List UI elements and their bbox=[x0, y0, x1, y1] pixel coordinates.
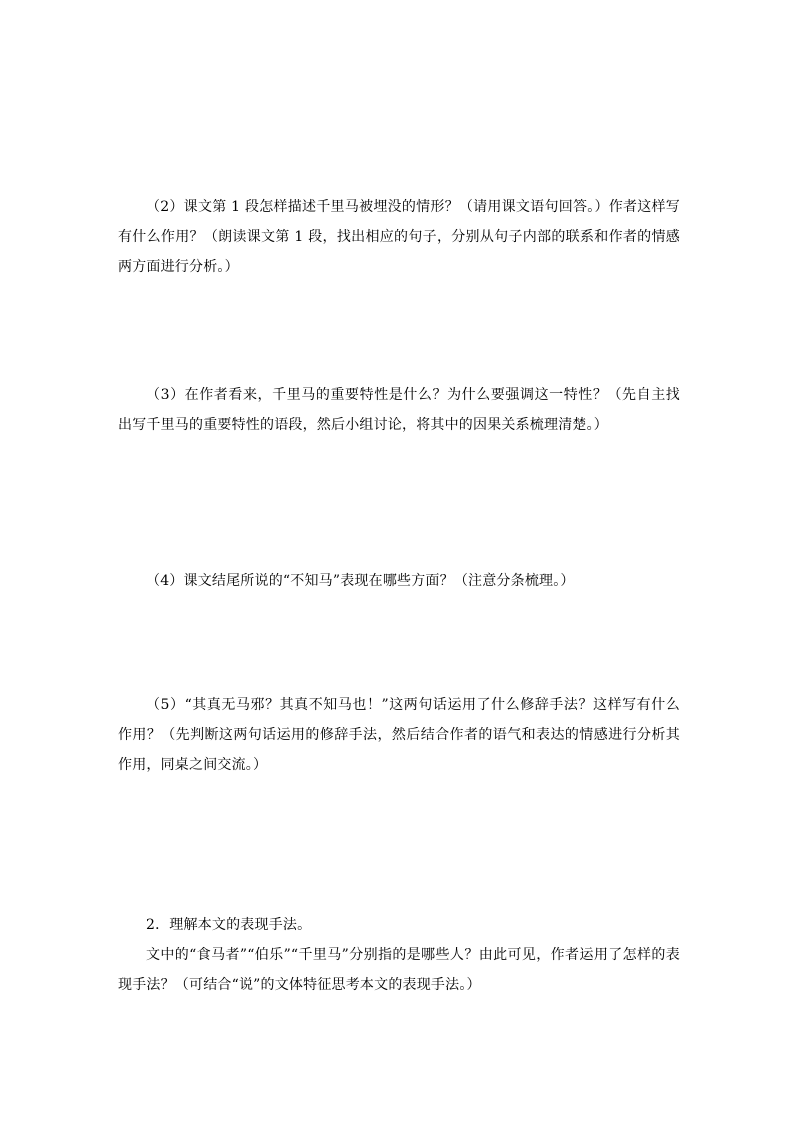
question-2-text: （2）课文第 1 段怎样描述千里马被埋没的情形？（请用课文语句回答。）作者这样写有什么作用？（朗读课文第 1 段，找出相应的句子，分别从句子内部的联系和作者的情感两方面进行分析。） bbox=[118, 199, 680, 275]
question-4-block bbox=[118, 566, 680, 596]
question-5-text: （5）“其真无马邪？其真不知马也！”这两句话运用了什么修辞手法？这样写有什么作用？（先判断这两句话运用的修辞手法，然后结合作者的语气和表达的情感进行分析其作用，同桌之间交流。） bbox=[118, 697, 680, 773]
question-3-text: （3）在作者看来，千里马的重要特性是什么？为什么要强调这一特性？（先自主找出写千里马的重要特性的语段，然后小组讨论，将其中的因果关系梳理清楚。） bbox=[118, 387, 680, 433]
section-2-block bbox=[118, 910, 680, 1000]
question-2-block bbox=[118, 192, 680, 282]
section-2-heading: 2．理解本文的表现手法。 bbox=[146, 917, 312, 933]
section-2-text: 文中的“食马者”“伯乐”“千里马”分别指的是哪些人？由此可见，作者运用了怎样的表现手法？（可结合“说”的文体特征思考本文的表现手法。） bbox=[118, 947, 680, 993]
question-5-block bbox=[118, 690, 680, 780]
question-4-text: （4）课文结尾所说的“不知马”表现在哪些方面？（注意分条梳理。） bbox=[146, 573, 575, 589]
question-3-block bbox=[118, 380, 680, 440]
